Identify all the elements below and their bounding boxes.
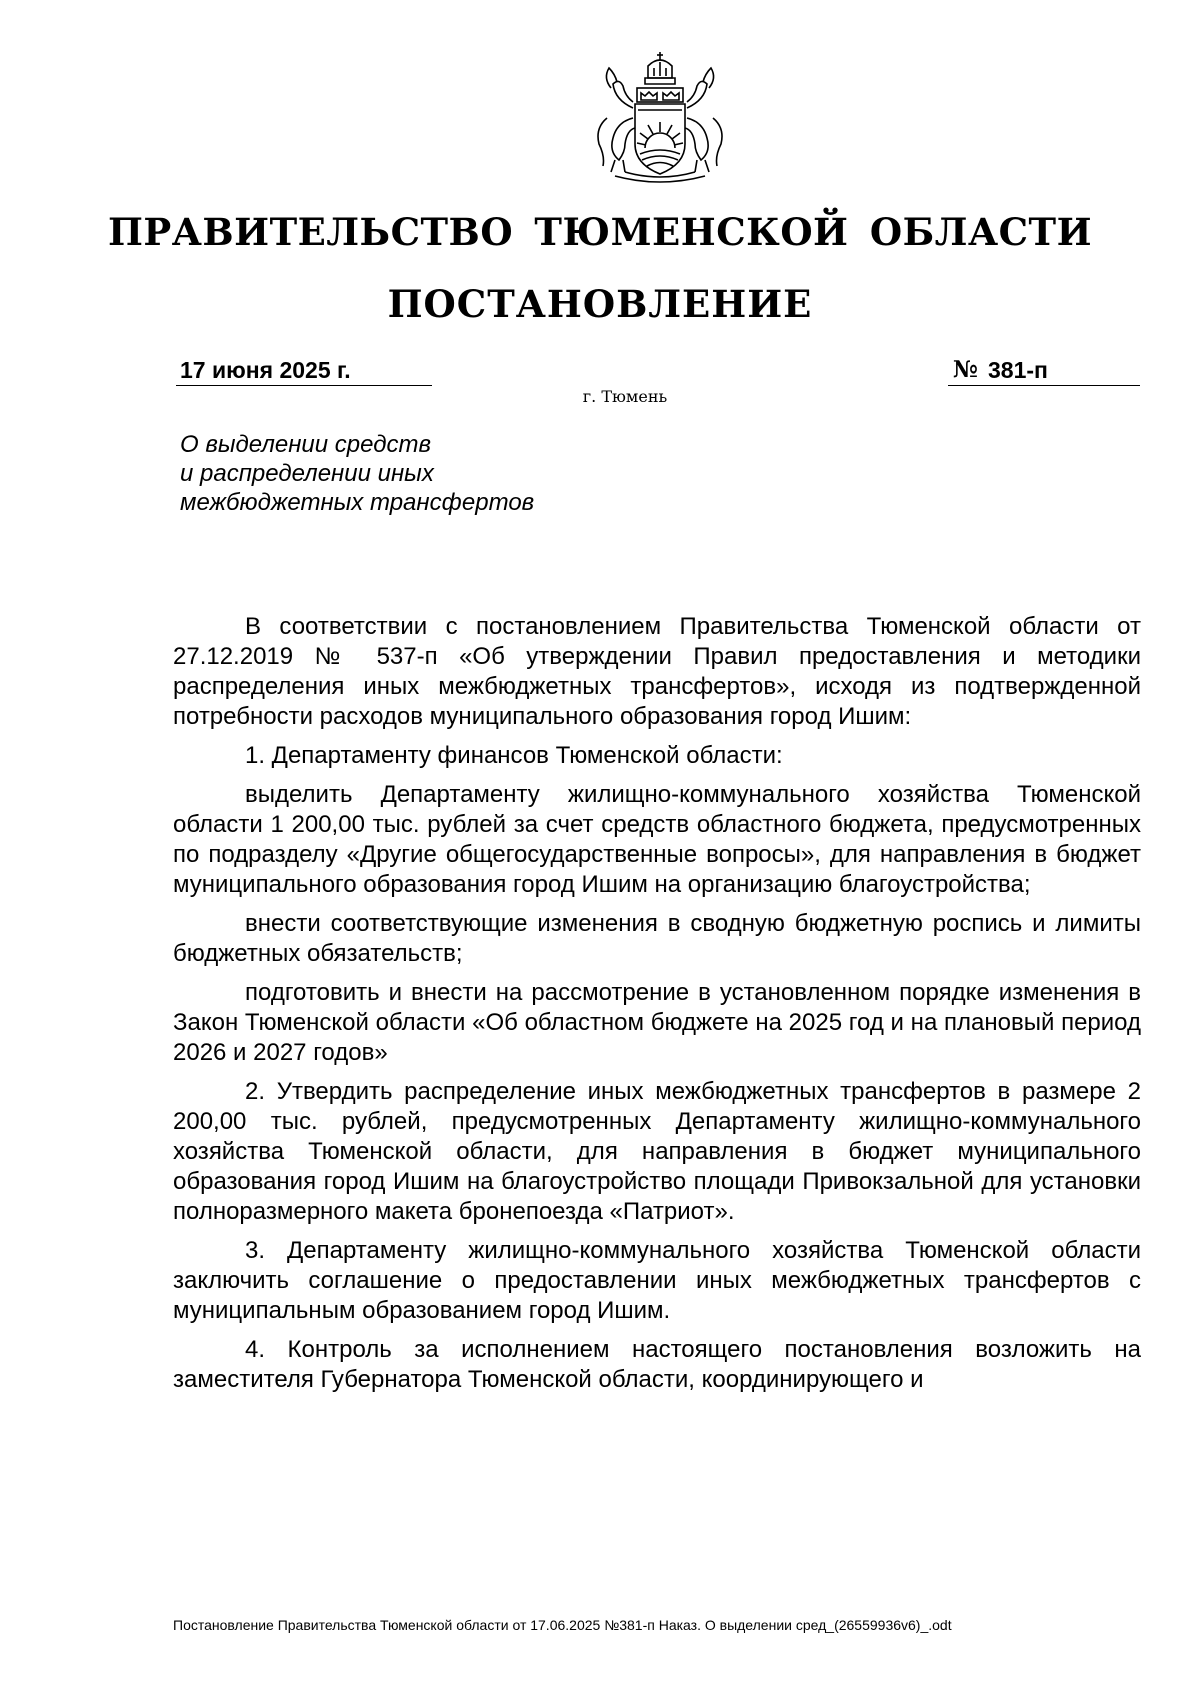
subject-line: межбюджетных трансфертов bbox=[180, 489, 535, 516]
body-paragraph: 3. Департаменту жилищно-коммунального хозяйства Тюменской области заключить соглашение о предоставлении иных межбюджетных трансфертов с муниципальным образованием город Ишим. bbox=[173, 1237, 1141, 1324]
date-field bbox=[176, 355, 432, 386]
document-body bbox=[173, 612, 1141, 1404]
body-paragraph: 4. Контроль за исполнением настоящего постановления возложить на заместителя Губернатора Тюменской области, координирующего и bbox=[173, 1336, 1141, 1393]
document-footer: Постановление Правительства Тюменской области от 17.06.2025 №381-п Наказ. О выделении сред_(26559936v6)_.odt bbox=[173, 1617, 952, 1633]
subject-line: О выделении средств bbox=[180, 431, 432, 458]
document-date: 17 июня 2025 г. bbox=[180, 357, 351, 383]
document-number: 381-п bbox=[988, 357, 1048, 383]
government-title: ПРАВИТЕЛЬСТВО ТЮМЕНСКОЙ ОБЛАСТИ bbox=[107, 210, 1093, 254]
body-paragraph: В соответствии с постановлением Правительства Тюменской области от 27.12.2019 № 537-п «Об утверждении Правил предоставления и методики распределения иных межбюджетных трансфертов», исходя из подтвержденной потребности расходов муниципального образования город Ишим: bbox=[173, 613, 1141, 730]
body-paragraph: 2. Утвердить распределение иных межбюджетных трансфертов в размере 2 200,00 тыс. рублей, предусмотренных Департаменту жилищно-коммунального хозяйства Тюменской области, для направления в бюджет муниципального образования город Ишим на благоустройство площади Привокзальной для установки полноразмерного макета бронепоезда «Патриот». bbox=[173, 1078, 1141, 1225]
number-sign: № bbox=[953, 356, 978, 383]
body-paragraph: выделить Департаменту жилищно-коммунального хозяйства Тюменской области 1 200,00 тыс. рублей за счет средств областного бюджета, предусмотренных по подразделу «Другие общегосударственные вопросы», для направления в бюджет муниципального образования город Ишим на организацию благоустройства; bbox=[173, 781, 1141, 898]
document-type: ПОСТАНОВЛЕНИЕ bbox=[387, 282, 813, 326]
body-paragraph: подготовить и внести на рассмотрение в установленном порядке изменения в Закон Тюменской области «Об областном бюджете на 2025 год и на плановый период 2026 и 2027 годов» bbox=[173, 979, 1141, 1066]
body-paragraph: 1. Департаменту финансов Тюменской области: bbox=[245, 742, 783, 769]
subject-line: и распределении иных bbox=[180, 460, 434, 487]
city-label: г. Тюмень bbox=[582, 387, 668, 406]
coat-of-arms-icon bbox=[585, 48, 735, 186]
number-field bbox=[948, 355, 1140, 386]
body-paragraph: внести соответствующие изменения в сводную бюджетную роспись и лимиты бюджетных обязательств; bbox=[173, 910, 1141, 967]
document-subject bbox=[180, 430, 660, 517]
